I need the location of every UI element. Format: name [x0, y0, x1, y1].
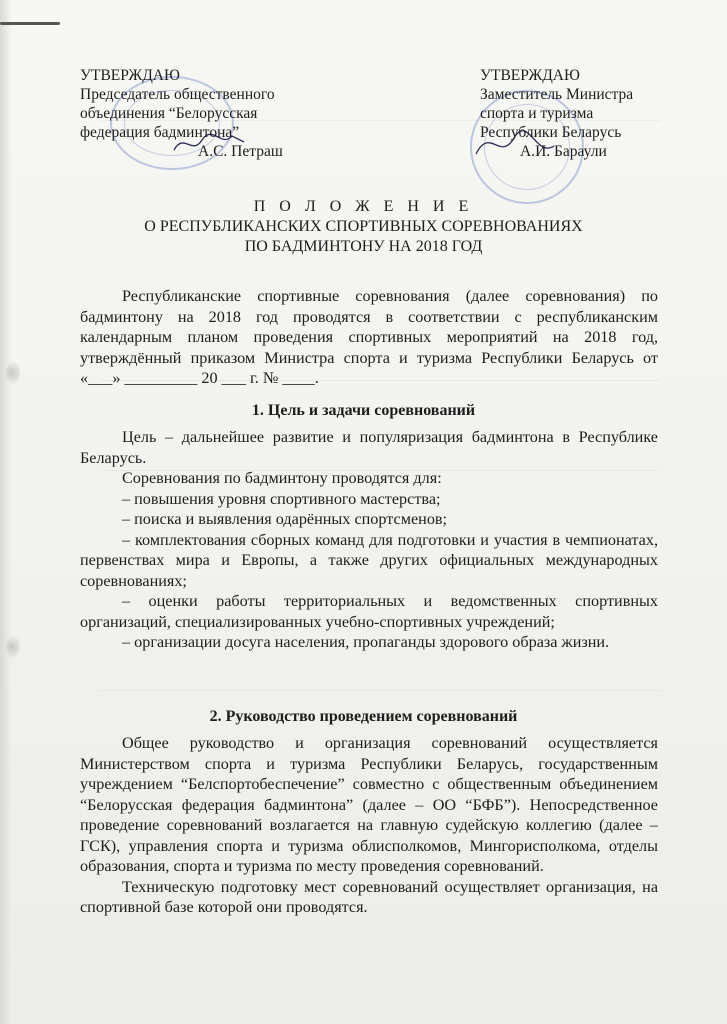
approval-signatory: А.С. Петраш: [198, 143, 283, 160]
approval-heading: УТВЕРЖДАЮ: [480, 67, 580, 84]
section-2-paragraph: Техническую подготовку мест соревнований осуществляет организация, на спортивной базе которой они проводятся.: [80, 877, 658, 916]
title-line-1: П О Л О Ж Е Н И Е: [253, 198, 474, 215]
approval-signatory: А.И. Бараули: [520, 143, 607, 160]
approval-right: [480, 66, 700, 161]
approval-line: Председатель общественного: [80, 86, 275, 103]
list-item: – поиска и выявления одарённых спортсменов;: [122, 510, 448, 528]
title-line-2: О РЕСПУБЛИКАНСКИХ СПОРТИВНЫХ СОРЕВНОВАНИЯХ: [144, 218, 583, 235]
approval-line: федерация бадминтона”: [80, 124, 240, 141]
approval-line: Заместитель Министра: [480, 86, 634, 103]
list-item: – оценки работы территориальных и ведомственных спортивных организаций, специализированных учебно-спортивных учреждений;: [80, 592, 658, 631]
approval-left: [80, 66, 370, 161]
scan-edge-shadow: [0, 0, 12, 1024]
approval-line: спорта и туризма: [480, 105, 594, 122]
section-2-body: [80, 733, 658, 918]
goal-text: Цель – дальнейшее развитие и популяризация бадминтона в Республике Беларусь.: [80, 428, 658, 467]
bleed-through: [100, 690, 660, 691]
document-title: [0, 197, 727, 257]
list-item: – организации досуга населения, пропаганды здорового образа жизни.: [122, 633, 610, 651]
approval-line: объединения “Белорусская: [80, 105, 258, 122]
section-1-body: [80, 427, 658, 653]
title-line-3: ПО БАДМИНТОНУ НА 2018 ГОД: [244, 238, 483, 255]
approval-heading: УТВЕРЖДАЮ: [80, 67, 180, 84]
section-2-paragraph: Общее руководство и организация соревнований осуществляется Министерством спорта и туризма Республики Беларусь, государственным учреждением “Белспортобеспечение” совместно с общественным объединением “Белорусская федерация бадминтона” (далее – ОО “БФБ”). Непосредственное проведение соревнований возлагается на главную судейскую коллегию (далее – ГСК), управления спорта и туризма облисполкомов, Мингорисполкома, отделы образования, спорта и туризма по месту проведения соревнований.: [80, 734, 658, 875]
section-1-heading: 1. Цель и задачи соревнований: [251, 402, 476, 419]
intro-paragraph: [80, 286, 658, 389]
punch-hole-top: [6, 362, 20, 384]
approval-line: Республики Беларусь: [480, 124, 622, 141]
list-item: – комплектования сборных команд для подготовки и участия в чемпионатах, первенствах мира и Европы, а также других официальных международных соревнованиях;: [80, 530, 658, 590]
punch-hole-bottom: [6, 636, 20, 658]
scan-mark: [0, 22, 60, 25]
lead-text: Соревнования по бадминтону проводятся для:: [122, 469, 442, 487]
list-item: – повышения уровня спортивного мастерства;: [122, 489, 441, 508]
section-2-heading: 2. Руководство проведением соревнований: [209, 708, 518, 725]
intro-text: Республиканские спортивные соревнования (далее соревнования) по бадминтону на 2018 год проводятся в соответствии с республиканским календарным планом проведения спортивных мероприятий на 2018 год, утверждённый приказом Министра спорта и туризма Республики Беларусь от «___» _________ 20 ___ г. № ____.: [80, 287, 658, 387]
